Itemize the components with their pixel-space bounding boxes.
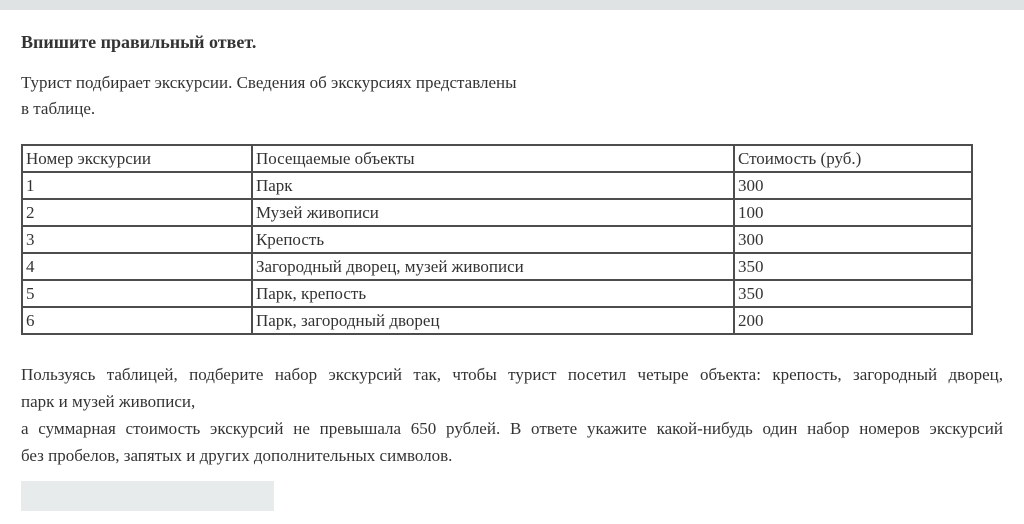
table-header-row [22,145,972,172]
task-line: Пользуясь таблицей, подберите набор экскурсий так, чтобы турист посетил четыре объекта: крепость, загородный дворец, [21,365,1003,384]
table-row [22,199,972,226]
answer-input[interactable] [21,481,274,511]
excursions-table [21,144,973,335]
cell-number: 1 [22,172,252,199]
column-header-cost: Стоимость (руб.) [734,145,972,172]
cell-objects: Парк, загородный дворец [252,307,734,334]
cell-number: 4 [22,253,252,280]
cell-cost: 200 [734,307,972,334]
column-header-objects: Посещаемые объекты [252,145,734,172]
cell-number: 6 [22,307,252,334]
cell-number: 3 [22,226,252,253]
page-title: Впишите правильный ответ. [21,32,257,52]
task-paragraph [21,361,1003,469]
table-row [22,253,972,280]
cell-number: 2 [22,199,252,226]
column-header-number: Номер экскурсии [22,145,252,172]
cell-cost: 300 [734,226,972,253]
cell-objects: Крепость [252,226,734,253]
table-row [22,172,972,199]
task-line: а суммарная стоимость экскурсий не превышала 650 рублей. В ответе укажите какой-нибудь один набор номеров экскурсий [21,419,1003,438]
cell-cost: 350 [734,280,972,307]
cell-cost: 300 [734,172,972,199]
cell-objects: Загородный дворец, музей живописи [252,253,734,280]
intro-line: Турист подбирает экскурсии. Сведения об экскурсиях представлены [21,73,517,92]
task-line: без пробелов, запятых и других дополнительных символов. [21,446,453,465]
intro-line: в таблице. [21,99,96,118]
cell-objects: Парк [252,172,734,199]
cell-cost: 100 [734,199,972,226]
cell-cost: 350 [734,253,972,280]
task-line: парк и музей живописи, [21,392,196,411]
table-row [22,226,972,253]
table-row [22,307,972,334]
intro-paragraph [21,70,1003,122]
top-strip [0,0,1024,10]
question-page [0,30,1024,511]
cell-number: 5 [22,280,252,307]
table-row [22,280,972,307]
cell-objects: Музей живописи [252,199,734,226]
cell-objects: Парк, крепость [252,280,734,307]
